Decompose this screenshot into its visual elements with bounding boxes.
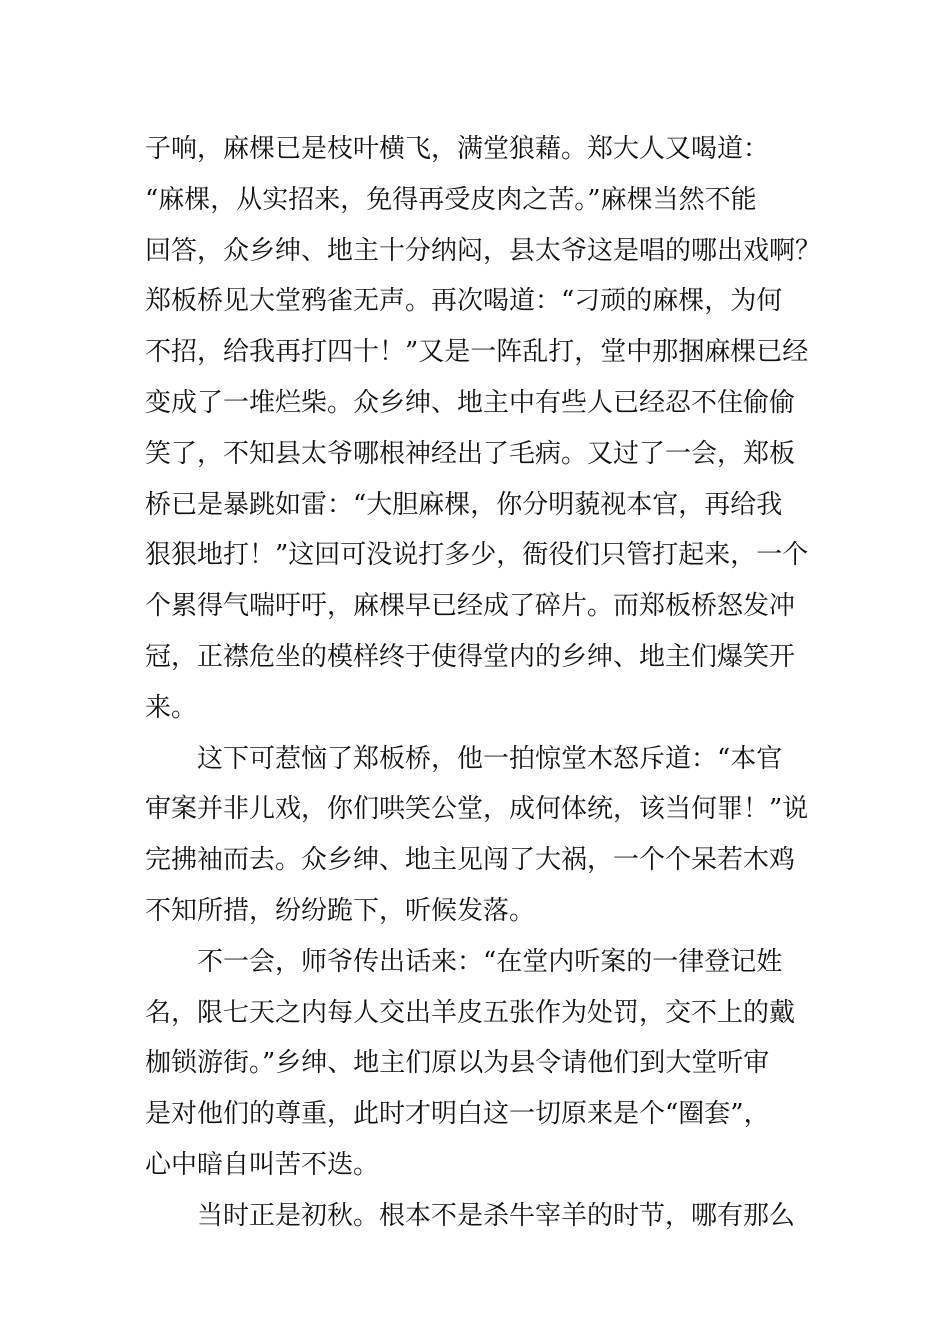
text-line: “麻棵，从实招来，免得再受皮肉之苦。”麻棵当然不能 (145, 184, 757, 215)
text-line: 是对他们的尊重，此时才明白这一切原来是个“圈套”， (145, 1099, 770, 1130)
text-line: 冠，正襟危坐的模样终于使得堂内的乡绅、地主们爆笑开 (145, 641, 796, 672)
text-line: 审案并非儿戏，你们哄笑公堂，成何体统，该当何罪！”说 (145, 794, 809, 825)
text-line: 桥已是暴跳如雷：“大胆麻棵，你分明藐视本官，再给我 (145, 489, 783, 520)
text-line: 狠狠地打！”这回可没说打多少，衙役们只管打起来，一个 (145, 540, 809, 571)
paragraph-first-line: 当时正是初秋。根本不是杀牛宰羊的时节，哪有那么 (197, 1200, 796, 1231)
text-line: 名，限七天之内每人交出羊皮五张作为处罚，交不上的戴 (145, 997, 796, 1028)
text-line: 个累得气喘吁吁，麻棵早已经成了碎片。而郑板桥怒发冲 (145, 591, 796, 622)
paragraph-first-line: 这下可惹恼了郑板桥，他一拍惊堂木怒斥道：“本官 (197, 743, 783, 774)
text-line: 心中暗自叫苦不迭。 (145, 1149, 380, 1180)
text-line: 不知所措，纷纷跪下，听候发落。 (145, 895, 536, 926)
text-line: 变成了一堆烂柴。众乡绅、地主中有些人已经忍不住偷偷 (145, 387, 796, 418)
text-line: 完拂袖而去。众乡绅、地主见闯了大祸，一个个呆若木鸡 (145, 845, 796, 876)
text-line: 郑板桥见大堂鸦雀无声。再次喝道：“刁顽的麻棵，为何 (145, 286, 783, 317)
text-line: 不招，给我再打四十！”又是一阵乱打，堂中那捆麻棵已经 (145, 337, 809, 368)
text-line: 笑了，不知县太爷哪根神经出了毛病。又过了一会，郑板 (145, 438, 796, 469)
body-text (145, 124, 822, 1242)
paragraph-first-line: 不一会，师爷传出话来：“在堂内听案的一律登记姓 (197, 946, 783, 977)
text-line: 枷锁游街。”乡绅、地主们原以为县令请他们到大堂听审 (145, 1048, 770, 1079)
text-line: 子响，麻棵已是枝叶横飞，满堂狼藉。郑大人又喝道： (145, 134, 770, 164)
text-line: 来。 (145, 692, 198, 723)
text-line: 回答，众乡绅、地主十分纳闷，县太爷这是唱的哪出戏啊？ (145, 235, 822, 266)
